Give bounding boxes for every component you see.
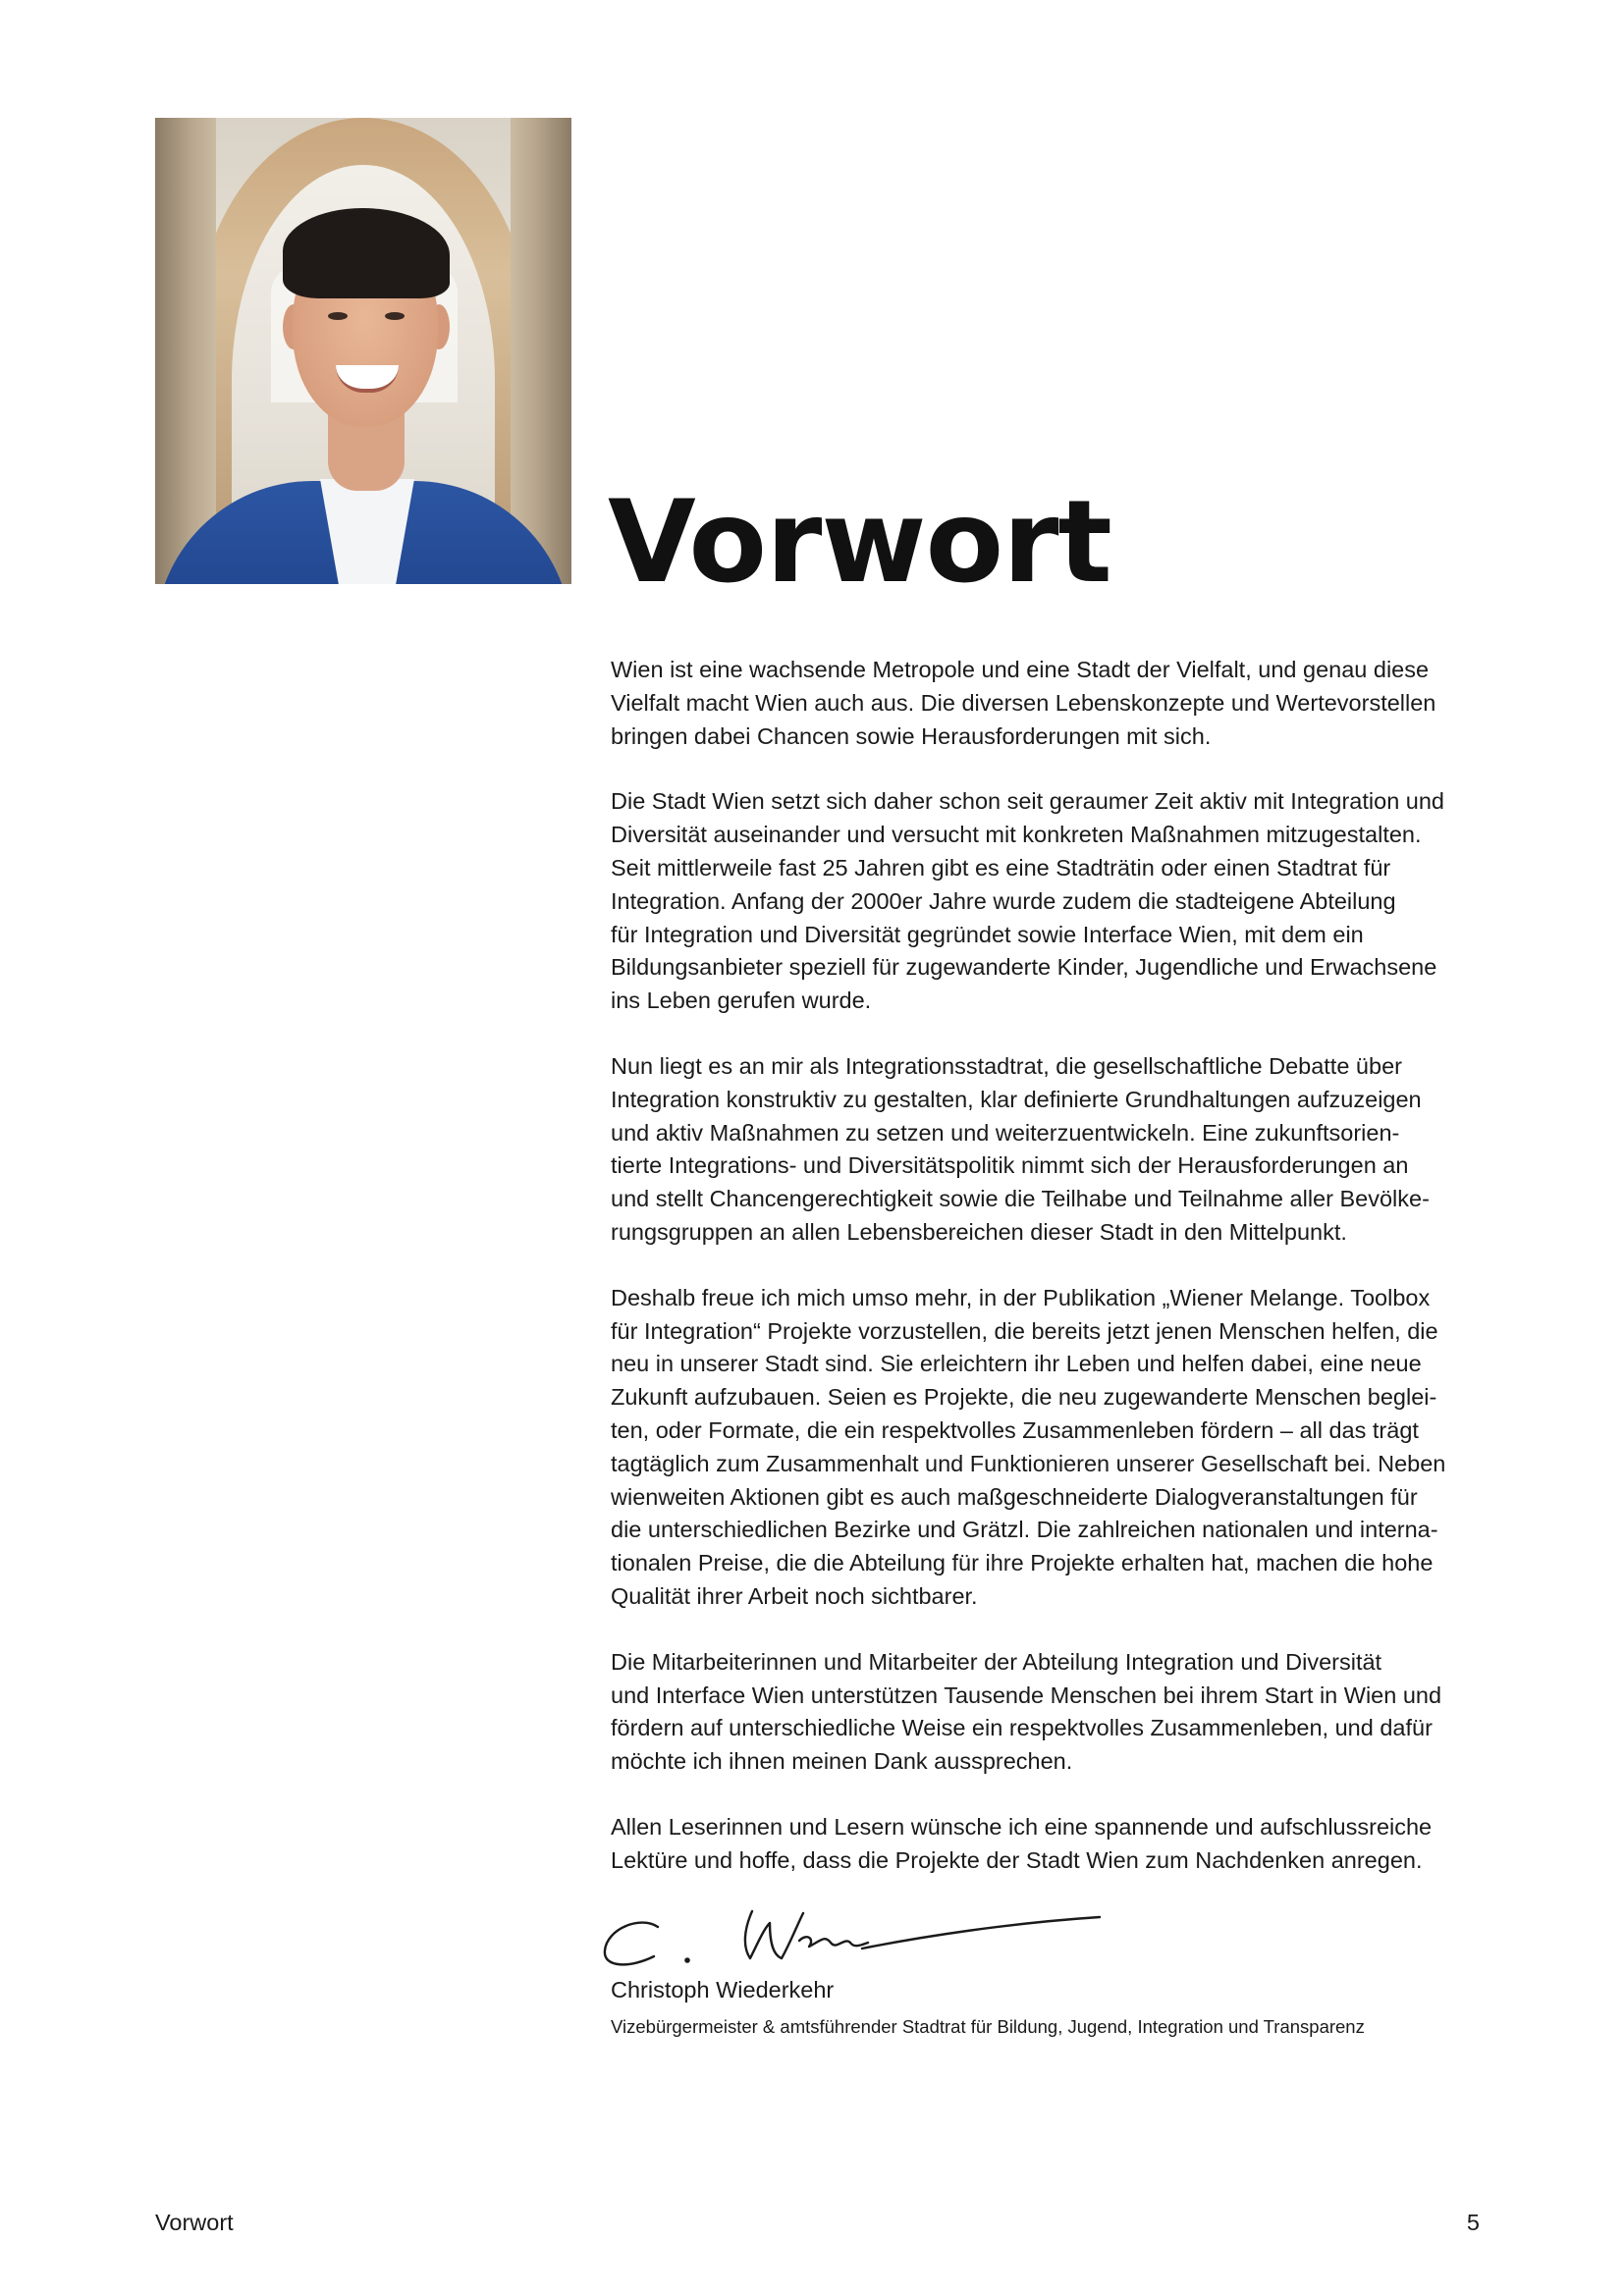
photo-background-pillar xyxy=(155,118,216,584)
text-line: Die Mitarbeiterinnen und Mitarbeiter der Abteilung Integration und Diversität xyxy=(611,1648,1382,1675)
text-line: ten, oder Formate, die ein respektvolles Zusammenleben fördern – all das trägt xyxy=(611,1416,1419,1443)
photo-eye xyxy=(328,312,348,320)
paragraph xyxy=(611,1646,1492,1779)
text-line: tierte Integrations- und Diversitätspolitik nimmt sich der Herausforderungen an xyxy=(611,1152,1409,1179)
text-line: und stellt Chancengerechtigkeit sowie die Teilhabe und Teilnahme aller Bevölke- xyxy=(611,1186,1430,1212)
paragraph xyxy=(611,654,1492,753)
text-line: rungsgruppen an allen Lebensbereichen dieser Stadt in den Mittelpunkt. xyxy=(611,1218,1347,1245)
photo-eye xyxy=(385,312,405,320)
photo-hair xyxy=(283,208,450,298)
text-line: bringen dabei Chancen sowie Herausforderungen mit sich. xyxy=(611,722,1212,749)
page-number: 5 xyxy=(1466,2210,1480,2235)
foreword-body xyxy=(611,654,1492,1910)
text-line: Nun liegt es an mir als Integrationsstadtrat, die gesellschaftliche Debatte über xyxy=(611,1052,1402,1079)
text-line: Diversität auseinander und versucht mit konkreten Maßnahmen mitzugestalten. xyxy=(611,822,1422,848)
signer-name: Christoph Wiederkehr xyxy=(611,1977,835,2002)
text-line: Die Stadt Wien setzt sich daher schon seit geraumer Zeit aktiv mit Integration und xyxy=(611,788,1445,815)
paragraph xyxy=(611,1282,1492,1614)
signer-role: Vizebürgermeister & amtsführender Stadtrat für Bildung, Jugend, Integration und Transparenz xyxy=(611,2016,1365,2037)
text-line: tagtäglich zum Zusammenhalt und Funktionieren unserer Gesellschaft bei. Neben xyxy=(611,1450,1446,1476)
text-line: Deshalb freue ich mich umso mehr, in der Publikation „Wiener Melange. Toolbox xyxy=(611,1284,1431,1310)
text-line: Wien ist eine wachsende Metropole und eine Stadt der Vielfalt, und genau diese xyxy=(611,657,1430,682)
text-line: Integration. Anfang der 2000er Jahre wurde zudem die stadteigene Abteilung xyxy=(611,887,1396,914)
paragraph xyxy=(611,1050,1492,1250)
text-line: für Integration und Diversität gegründet sowie Interface Wien, mit dem ein xyxy=(611,921,1364,947)
paragraph xyxy=(611,1811,1492,1878)
text-line: Lektüre und hoffe, dass die Projekte der Stadt Wien zum Nachdenken anregen. xyxy=(611,1846,1423,1873)
footer-section-label: Vorwort xyxy=(155,2210,234,2235)
text-line: fördern auf unterschiedliche Weise ein respektvolles Zusammenleben, und dafür xyxy=(611,1715,1433,1741)
text-line: Qualität ihrer Arbeit noch sichtbarer. xyxy=(611,1582,978,1609)
text-line: Seit mittlerweile fast 25 Jahren gibt es eine Stadträtin oder einen Stadtrat für xyxy=(611,854,1391,881)
paragraph xyxy=(611,785,1492,1018)
text-line: die unterschiedlichen Bezirke und Grätzl. Die zahlreichen nationalen und interna- xyxy=(611,1517,1438,1543)
text-line: und Interface Wien unterstützen Tausende Menschen bei ihrem Start in Wien und xyxy=(611,1682,1442,1708)
text-line: wienweiten Aktionen gibt es auch maßgeschneiderte Dialogveranstaltungen für xyxy=(611,1483,1418,1510)
text-line: Zukunft aufzubauen. Seien es Projekte, die neu zugewanderte Menschen beglei- xyxy=(611,1384,1437,1411)
text-line: ins Leben gerufen wurde. xyxy=(611,988,872,1014)
text-line: tionalen Preise, die die Abteilung für ihre Projekte erhalten hat, machen die hohe xyxy=(611,1550,1434,1576)
text-line: Integration konstruktiv zu gestalten, klar definierte Grundhaltungen aufzuzeigen xyxy=(611,1086,1422,1112)
page-title: Vorwort xyxy=(608,476,1111,609)
text-line: und aktiv Maßnahmen zu setzen und weiterzuentwickeln. Eine zukunftsorien- xyxy=(611,1119,1400,1146)
portrait-photo xyxy=(155,118,571,584)
text-line: für Integration“ Projekte vorzustellen, die bereits jetzt jenen Menschen helfen, die xyxy=(611,1317,1438,1344)
signature xyxy=(597,1899,1108,1978)
text-line: möchte ich ihnen meinen Dank aussprechen. xyxy=(611,1748,1073,1775)
photo-background-pillar xyxy=(511,118,571,584)
text-line: Vielfalt macht Wien auch aus. Die diversen Lebenskonzepte und Wertevorstellen xyxy=(611,689,1436,716)
text-line: Allen Leserinnen und Lesern wünsche ich eine spannende und aufschlussreiche xyxy=(611,1813,1433,1840)
text-line: neu in unserer Stadt sind. Sie erleichtern ihr Leben und helfen dabei, eine neue xyxy=(611,1351,1422,1377)
text-line: Bildungsanbieter speziell für zugewanderte Kinder, Jugendliche und Erwachsene xyxy=(611,954,1437,981)
